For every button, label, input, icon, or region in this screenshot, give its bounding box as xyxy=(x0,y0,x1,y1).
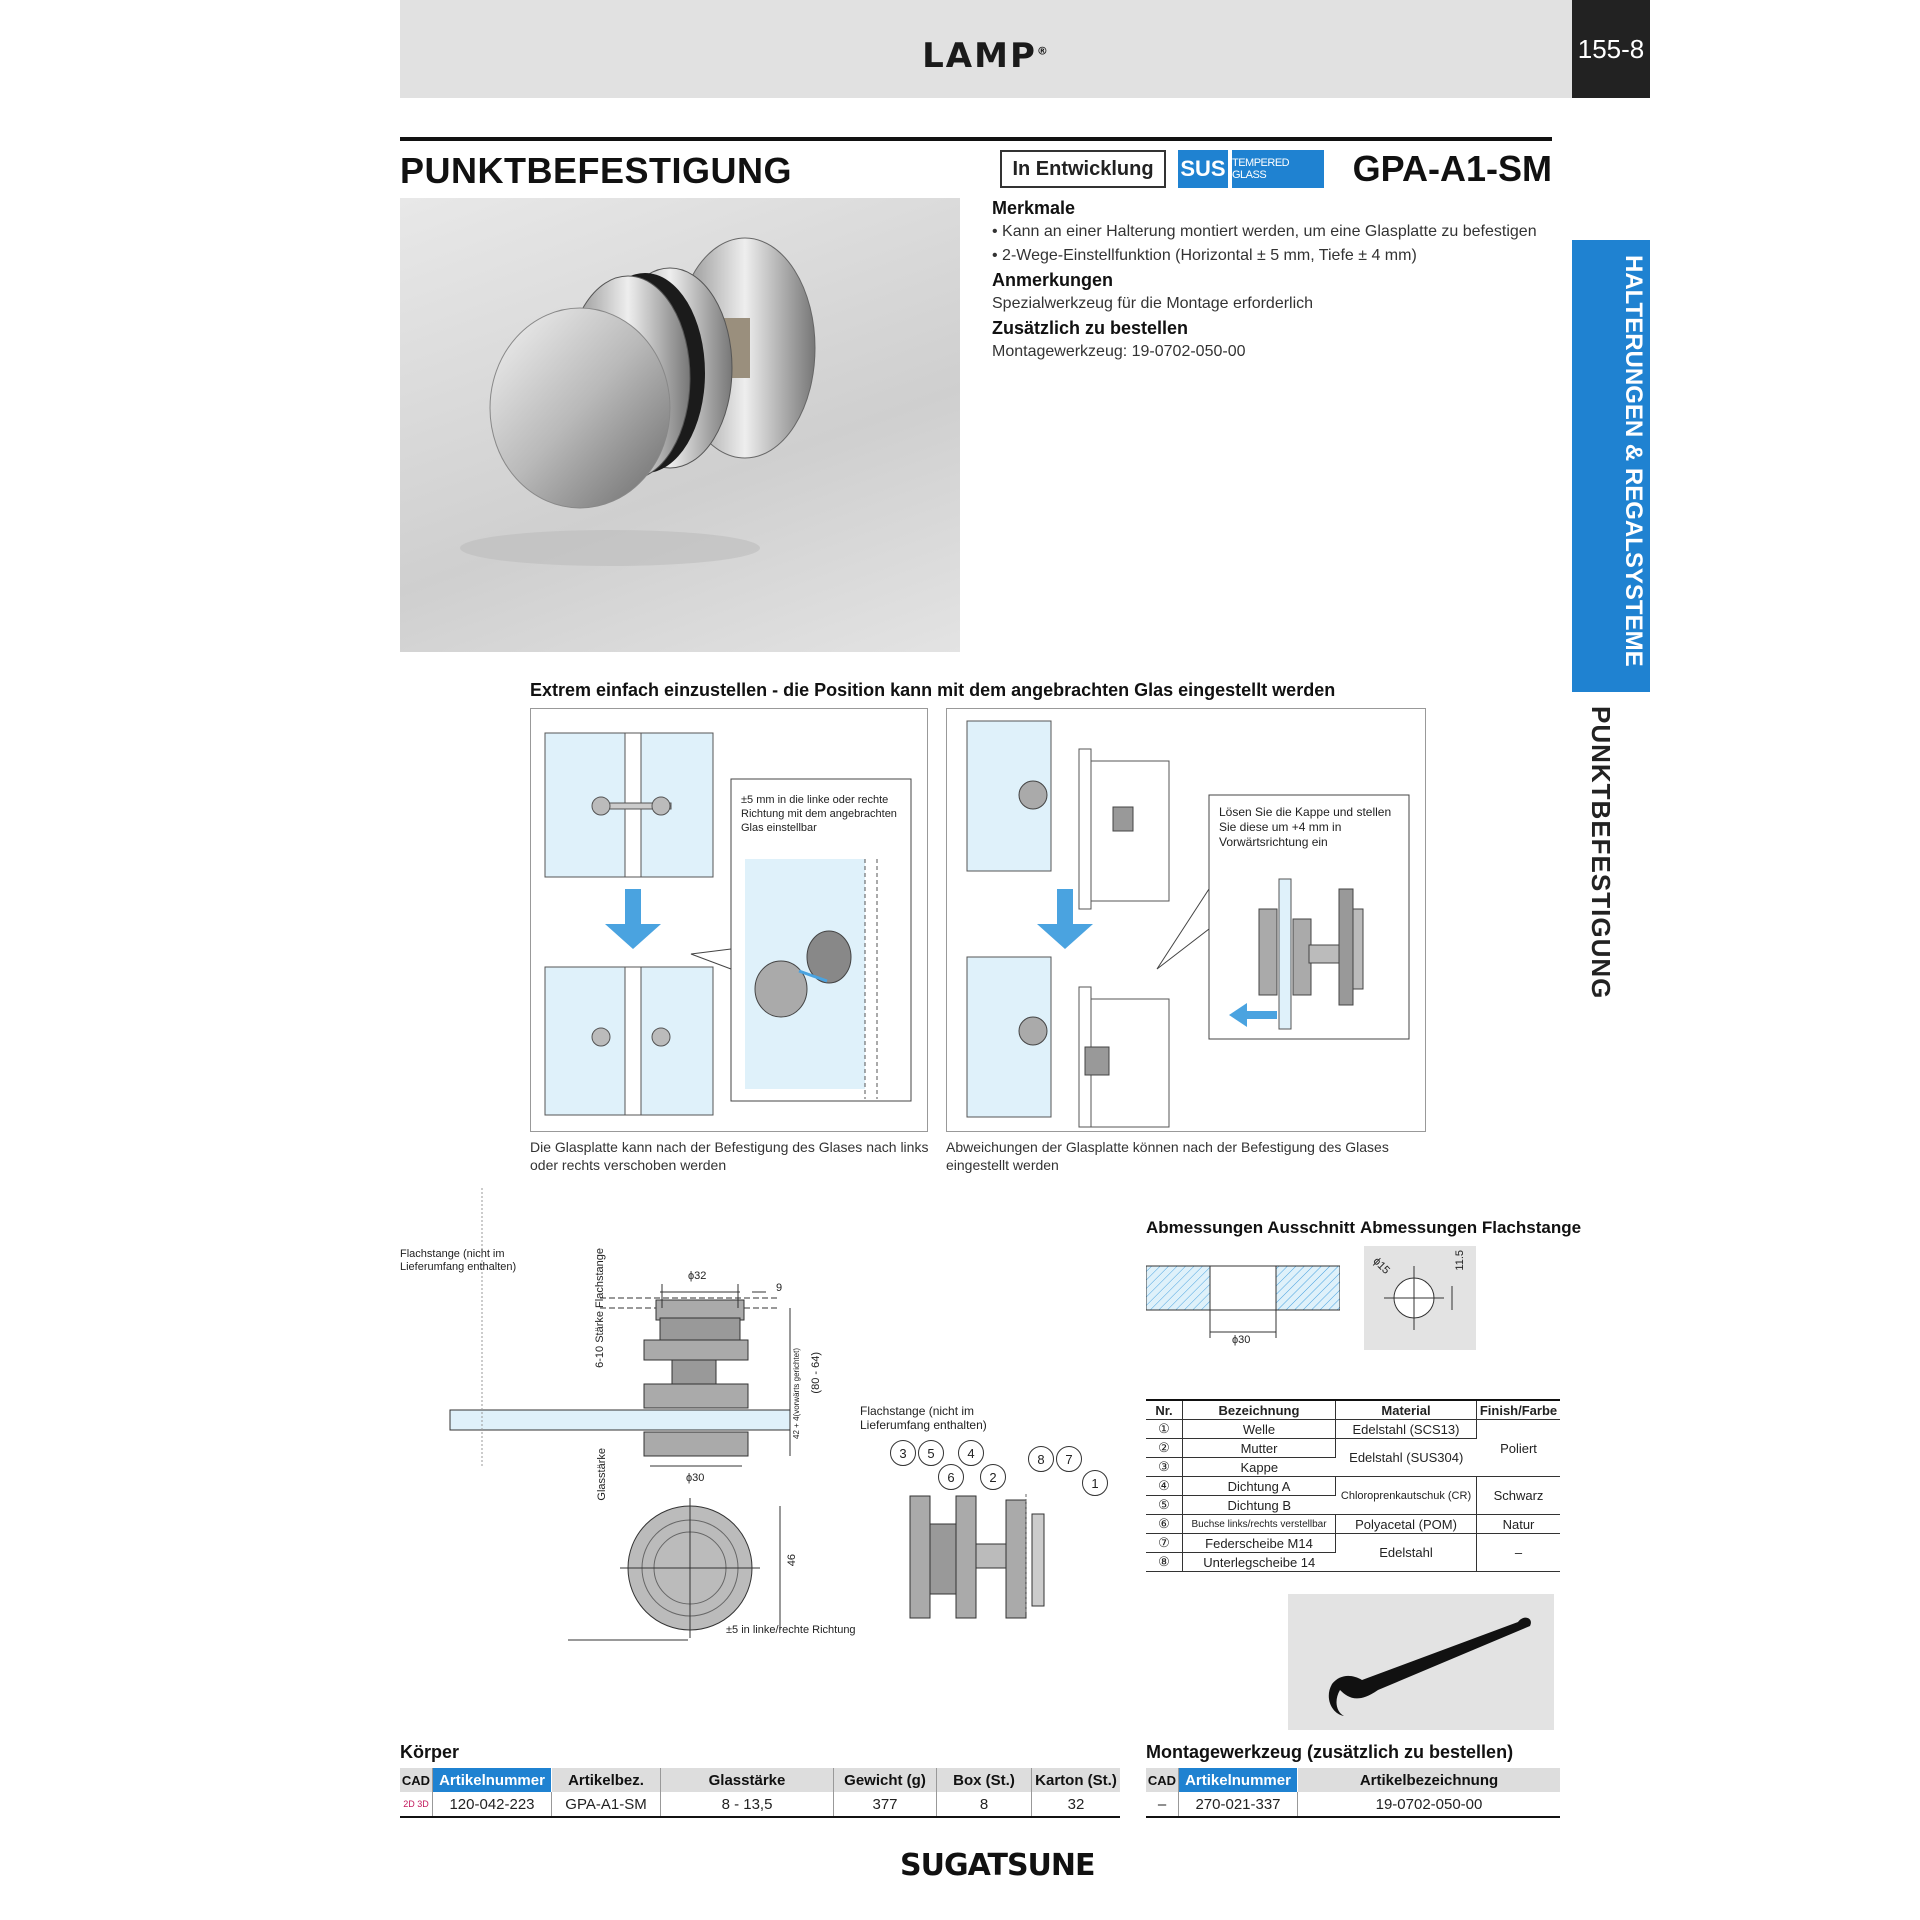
body-header-glass: Glasstärke xyxy=(661,1768,834,1792)
lr-adjust-label: ±5 in linke/rechte Richtung xyxy=(726,1624,856,1636)
dim-phi30: ϕ30 xyxy=(686,1472,705,1484)
dim-adjust: 42 + 4(vorwärts gerichtet) xyxy=(792,1348,801,1439)
model-number: GPA-A1-SM xyxy=(1352,148,1552,189)
title-rule xyxy=(400,137,1552,141)
sus-badge: SUS xyxy=(1178,150,1228,188)
callout-4: 4 xyxy=(958,1440,984,1466)
category-tab-label: HALTERUNGEN & REGALSYSTEME xyxy=(1620,255,1647,667)
left-caption: Die Glasplatte kann nach der Befestigung des Glases nach links oder rechts verschoben werden xyxy=(530,1139,929,1173)
callout-1: 1 xyxy=(1082,1470,1108,1496)
body-table-title: Körper xyxy=(400,1742,460,1762)
tool-header-article-name: Artikelbezeichnung xyxy=(1298,1768,1561,1792)
flatbar-drawing xyxy=(1364,1246,1476,1350)
status-badge: In Entwicklung xyxy=(1000,150,1166,188)
page-title: PUNKTBEFESTIGUNG xyxy=(400,150,793,191)
page-number: 155-8 xyxy=(1572,0,1650,98)
technical-drawing xyxy=(400,1188,890,1648)
adjust-heading: Extrem einfach einzustellen - die Position kann mit dem angebrachten Glas eingestellt werden xyxy=(530,680,1336,700)
adjust-left-panel xyxy=(530,708,928,1132)
callout-3: 3 xyxy=(890,1440,916,1466)
table-row: ⑦ Federscheibe M14 Edelstahl – xyxy=(1146,1534,1560,1553)
glass-thickness-label: Glasstärke xyxy=(596,1448,608,1501)
dim-9: 9 xyxy=(776,1282,783,1294)
tempered-glass-badge: TEMPERED GLASS xyxy=(1232,150,1324,188)
dim-phi32: ϕ32 xyxy=(688,1270,707,1282)
body-header-weight: Gewicht (g) xyxy=(834,1768,937,1792)
features-block xyxy=(992,196,1562,364)
callout-8: 8 xyxy=(1028,1446,1054,1472)
tool-table xyxy=(1146,1768,1560,1818)
left-note: ±5 mm in die linke oder rechte Richtung mit dem angebrachten Glas einstellbar xyxy=(741,794,897,834)
callout-5: 5 xyxy=(918,1440,944,1466)
body-header-carton: Karton (St.) xyxy=(1032,1768,1121,1792)
notes-text: Spezialwerkzeug für die Montage erforderlich xyxy=(992,295,1314,312)
tool-table-title: Montagewerkzeug (zusätzlich zu bestellen) xyxy=(1146,1742,1514,1762)
callout-7: 7 xyxy=(1056,1446,1082,1472)
exploded-flat-bar-note: Flachstange (nicht im Lieferumfang enthalten) xyxy=(860,1404,987,1432)
parts-header-finish: Finish/Farbe xyxy=(1477,1400,1561,1420)
cad-download-link[interactable]: 2D 3D xyxy=(400,1792,433,1817)
cutout-drawing xyxy=(1146,1246,1340,1346)
brand-logo: LAMP® xyxy=(922,36,1050,76)
parts-table xyxy=(1146,1399,1560,1572)
footer-logo: SUGATSUNE xyxy=(900,1848,1095,1883)
flat-bar-thickness-label: 6-10 Stärke Flachstange xyxy=(594,1248,606,1368)
product-photo xyxy=(400,198,960,652)
parts-table-wrap xyxy=(1146,1399,1560,1572)
table-row: ⑥ Buchse links/rechts verstellbar Polyacetal (POM) Natur xyxy=(1146,1515,1560,1534)
parts-header-nr: Nr. xyxy=(1146,1400,1183,1420)
extra-heading: Zusätzlich zu bestellen xyxy=(992,318,1189,338)
callout-6: 6 xyxy=(938,1464,964,1490)
tool-header-cad: CAD xyxy=(1146,1768,1179,1792)
dim-46: 46 xyxy=(786,1554,798,1567)
body-table xyxy=(400,1768,1120,1818)
feature-item: • Kann an einer Halterung montiert werden, um eine Glasplatte zu befestigen xyxy=(992,223,1537,240)
dim-total: (80 - 64) xyxy=(810,1352,822,1394)
right-note: Lösen Sie die Kappe und stellen Sie diese um +4 mm in Vorwärtsrichtung ein xyxy=(1219,805,1392,849)
flatbar-title: Abmessungen Flachstange xyxy=(1360,1218,1582,1237)
table-row: – 270-021-337 19-0702-050-00 xyxy=(1146,1792,1560,1817)
exploded-view xyxy=(860,1404,1120,1644)
feature-item: • 2-Wege-Einstellfunktion (Horizontal ± 5 mm, Tiefe ± 4 mm) xyxy=(992,247,1417,264)
flatbar-dim-11-5: 11.5 xyxy=(1454,1250,1466,1271)
cutout-svg xyxy=(1146,1246,1340,1346)
adjust-right-panel xyxy=(946,708,1426,1132)
flatbar-d15: ϕ15 xyxy=(1370,1255,1392,1277)
cutout-dim: ϕ30 xyxy=(1232,1334,1251,1346)
features-heading: Merkmale xyxy=(992,198,1076,218)
table-row: ② Mutter Edelstahl (SUS304) xyxy=(1146,1439,1560,1458)
point-fitting-image xyxy=(400,198,960,652)
parts-header-name: Bezeichnung xyxy=(1183,1400,1336,1420)
tool-photo xyxy=(1288,1594,1554,1730)
wrench-image xyxy=(1288,1594,1554,1730)
table-row: ⑤ Dichtung B xyxy=(1146,1496,1560,1515)
parts-header-material: Material xyxy=(1336,1400,1477,1420)
depth-adjust-diagram xyxy=(947,709,1425,1131)
table-row: ① Welle Edelstahl (SCS13) Poliert xyxy=(1146,1420,1560,1439)
tool-header-article-no: Artikelnummer xyxy=(1179,1768,1298,1792)
table-row: ④ Dichtung A Chloroprenkautschuk (CR) Schwarz xyxy=(1146,1477,1560,1496)
table-row: ⑧ Unterlegscheibe 14 xyxy=(1146,1553,1560,1572)
body-header-article-no: Artikelnummer xyxy=(433,1768,552,1792)
horizontal-adjust-diagram xyxy=(531,709,927,1131)
body-header-article-name: Artikelbez. xyxy=(552,1768,661,1792)
flat-bar-note: Flachstange (nicht im Lieferumfang enthalten) xyxy=(400,1248,517,1273)
callout-2: 2 xyxy=(980,1464,1006,1490)
cutout-title: Abmessungen Ausschnitt xyxy=(1146,1218,1356,1237)
extra-text: Montagewerkzeug: 19-0702-050-00 xyxy=(992,343,1246,360)
notes-heading: Anmerkungen xyxy=(992,270,1114,290)
table-row: 2D 3D 120-042-223 GPA-A1-SM 8 - 13,5 377 8 32 xyxy=(400,1792,1120,1817)
right-caption: Abweichungen der Glasplatte können nach der Befestigung des Glases eingestellt werden xyxy=(946,1139,1389,1173)
body-header-box: Box (St.) xyxy=(937,1768,1032,1792)
body-header-cad: CAD xyxy=(400,1768,433,1792)
section-tab-label: PUNKTBEFESTIGUNG xyxy=(1586,706,1616,1000)
table-row: ③ Kappe xyxy=(1146,1458,1560,1477)
